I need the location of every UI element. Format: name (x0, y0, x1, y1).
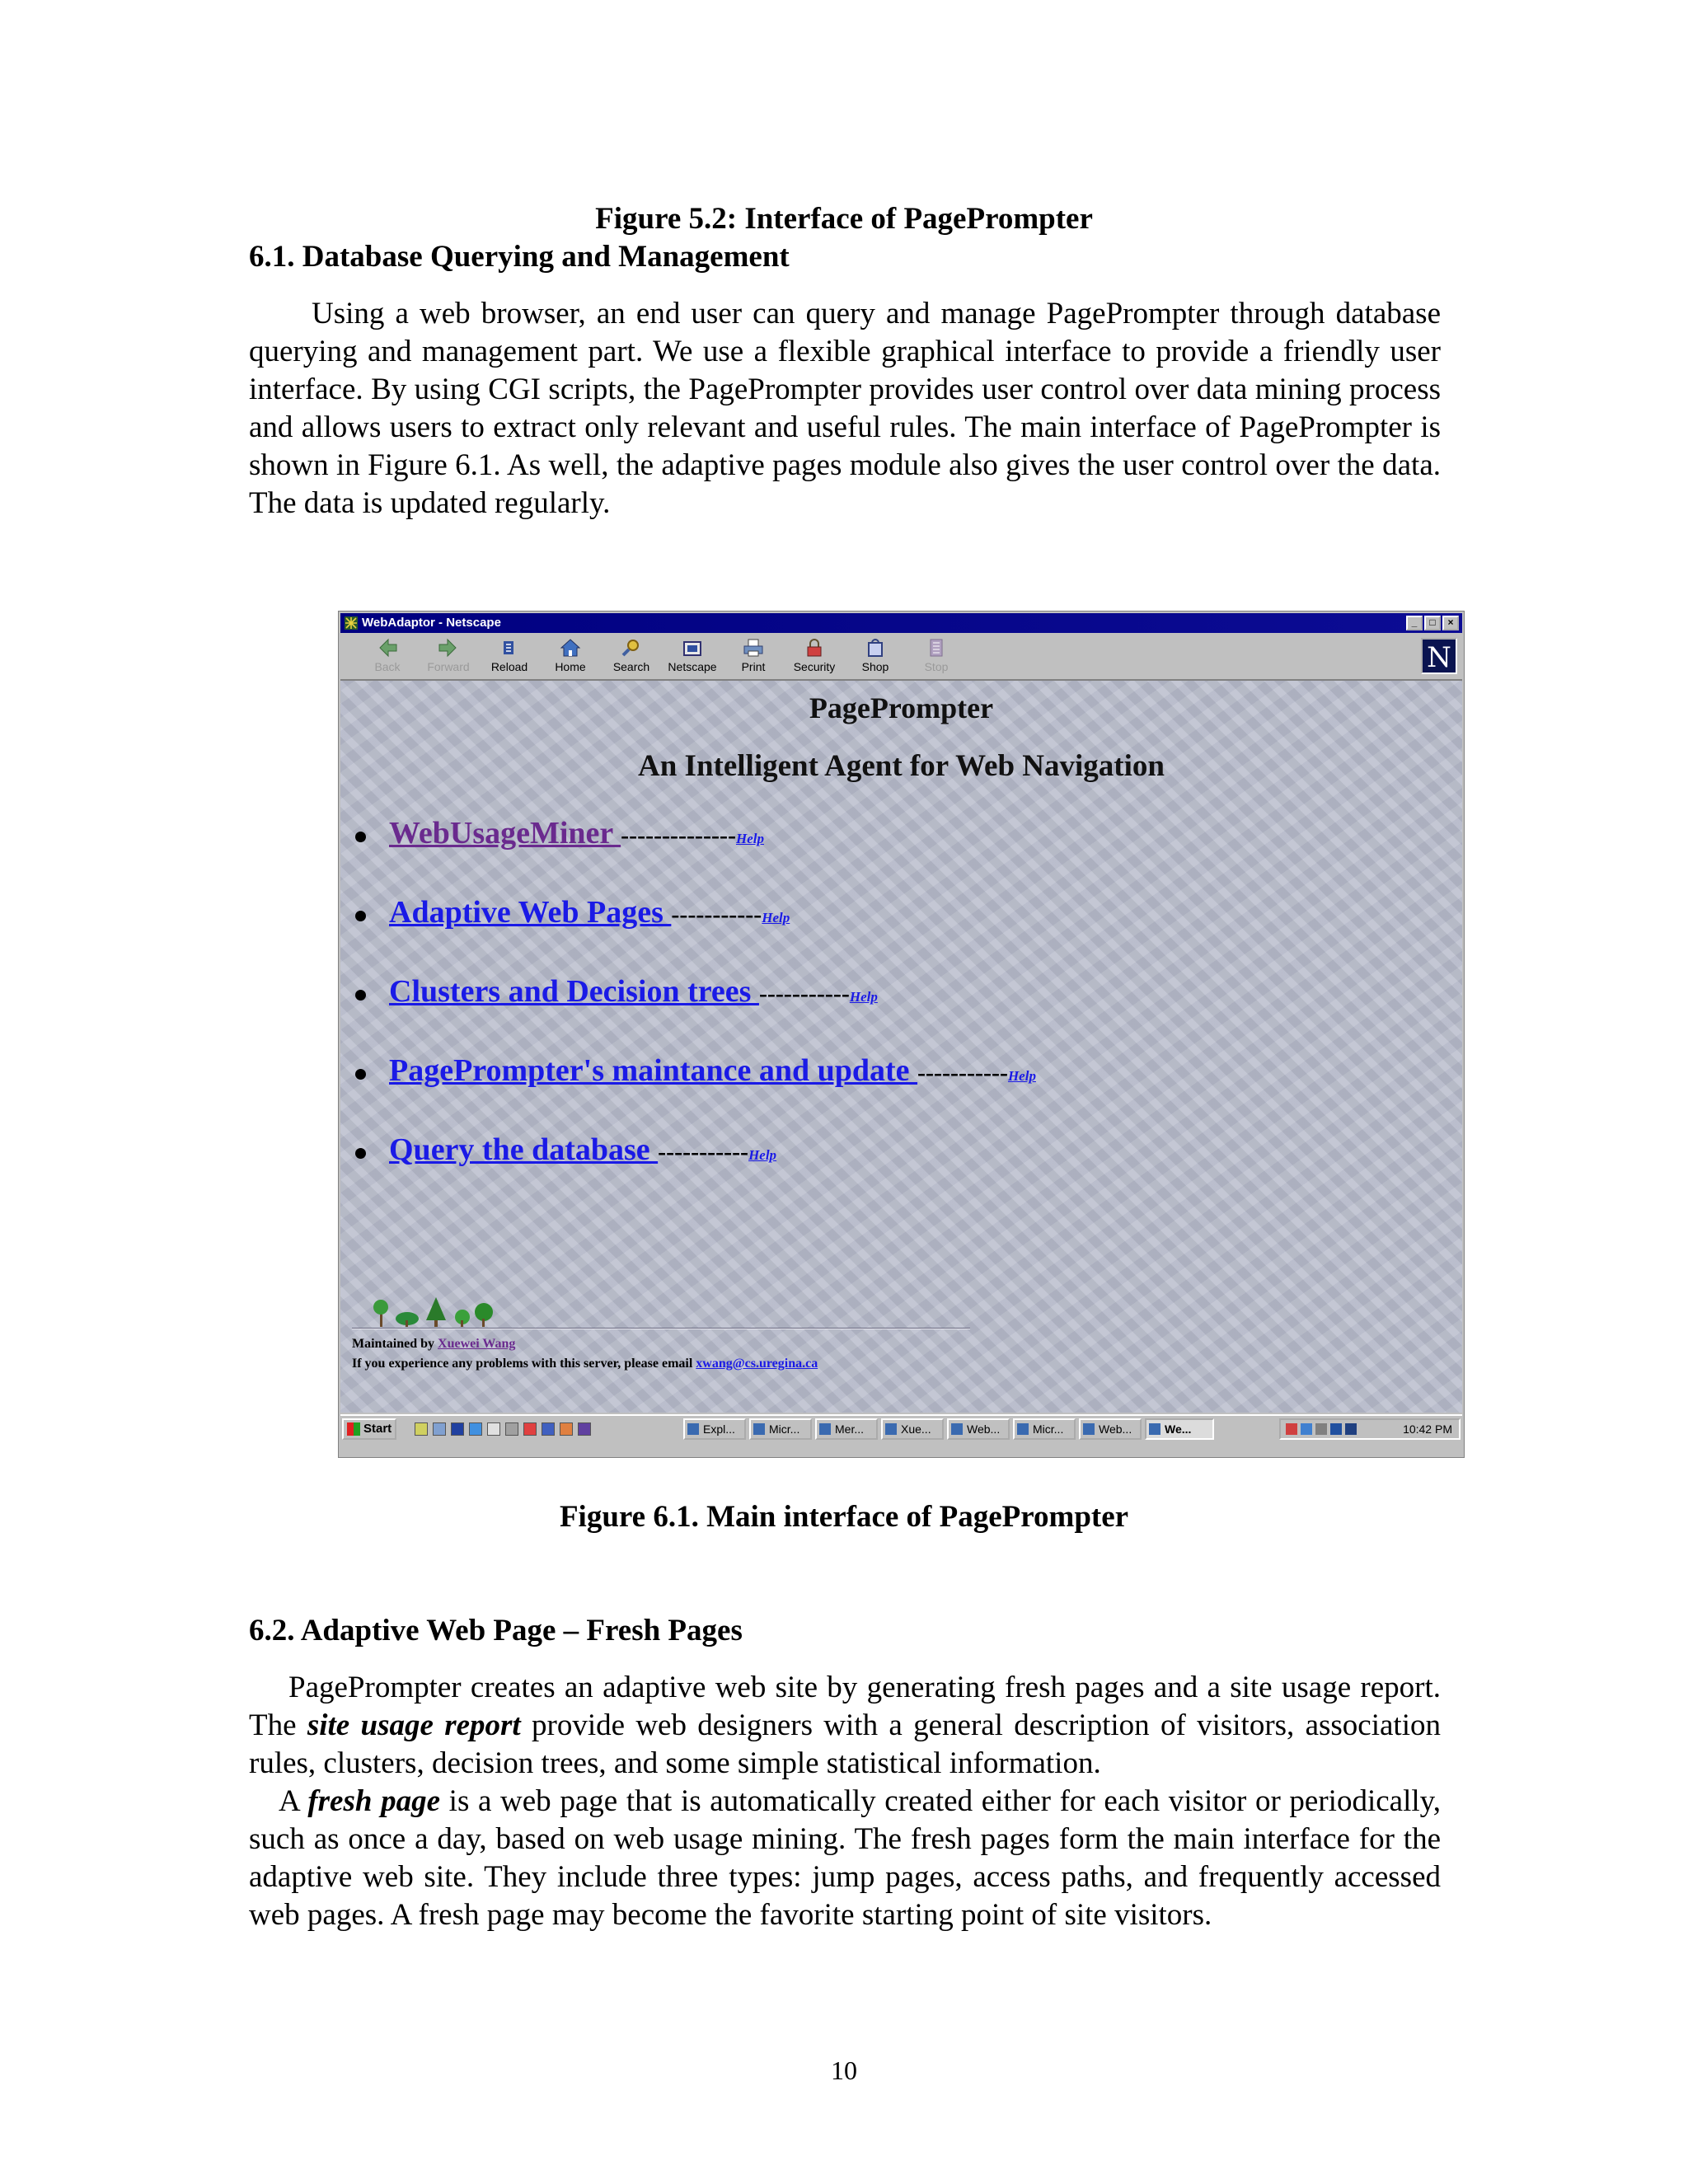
quicklaunch-icon[interactable] (560, 1422, 573, 1436)
figure-5-2-caption: Figure 5.2: Interface of PagePrompter (595, 202, 1093, 236)
help-link[interactable]: Help (762, 910, 790, 926)
tray-icon[interactable] (1330, 1423, 1342, 1435)
quicklaunch-icon[interactable] (542, 1422, 555, 1436)
start-button[interactable]: Start (342, 1418, 396, 1440)
browser-screenshot (338, 611, 1465, 1458)
maximize-button[interactable]: □ (1424, 616, 1441, 630)
app-icon (753, 1423, 765, 1435)
maintained-prefix: Maintained by (352, 1337, 438, 1351)
tray-icon[interactable] (1286, 1423, 1297, 1435)
page-number: 10 (831, 2055, 857, 2085)
quicklaunch-icon[interactable] (415, 1422, 428, 1436)
taskbar-task-word[interactable]: Micr... (749, 1418, 812, 1440)
taskbar-task-mer[interactable]: Mer... (815, 1418, 878, 1440)
list-item (355, 973, 878, 1015)
quicklaunch-icon[interactable] (523, 1422, 537, 1436)
app-icon (1083, 1423, 1095, 1435)
section-6-2-heading: 6.2. Adaptive Web Page – Fresh Pages (249, 1614, 743, 1647)
taskbar-task-web-active[interactable]: We... (1145, 1418, 1214, 1440)
link-dashes: ----------- (658, 1138, 749, 1165)
list-item (355, 815, 764, 856)
search-button[interactable]: Search (603, 636, 660, 677)
quicklaunch-icon[interactable] (505, 1422, 518, 1436)
bullet-dot (355, 990, 366, 1001)
app-icon (1017, 1423, 1029, 1435)
windows-taskbar (340, 1414, 1462, 1442)
home-button[interactable]: Home (542, 636, 599, 677)
webusageminer-link[interactable]: WebUsageMiner (389, 816, 621, 851)
system-tray (1279, 1418, 1461, 1440)
reload-icon (499, 638, 520, 658)
page-heading: PagePrompter (809, 691, 994, 724)
close-button[interactable]: × (1442, 616, 1459, 630)
stop-icon (926, 638, 947, 658)
clusters-decision-trees-link[interactable]: Clusters and Decision trees (389, 974, 759, 1009)
navigation-toolbar (340, 635, 1462, 681)
netscape-window-icon (344, 616, 359, 630)
netscape-logo: N (1421, 638, 1457, 674)
footer-divider (352, 1328, 970, 1329)
site-usage-report-emphasis: site usage report (307, 1708, 521, 1742)
quicklaunch-icon[interactable] (578, 1422, 591, 1436)
help-link[interactable]: Help (735, 831, 764, 846)
forward-arrow-icon (438, 638, 459, 658)
section-6-1-text: Using a web browser, an end user can query and manage PagePrompter through database querying and management part. We use a flexible graphical interface to provide a friendly user interface. By using CGI scripts, the PagePrompter provides user control over data mining process and allows users to extract only relevant and useful rules. The main interface of PagePrompter is shown in Figure 6.1. As well, the adaptive pages module also gives the user control over the data. The data is updated regularly. (249, 297, 1441, 520)
section-6-2-body (249, 1669, 1441, 1934)
web-page-content (340, 681, 1462, 1413)
link-dashes: ----------- (671, 901, 762, 928)
section-6-2-paragraph-2: A fresh page is a web page that is automatically created either for each visitor or periodically, such as once a day, based on web usage mining. The fresh pages form the main interface for the adaptive web site. They include three types: jump pages, access paths, and frequently accessed web pages. A fresh page may become the favorite starting point of site visitors. (249, 1784, 1441, 1932)
taskbar-task-web[interactable]: Web... (947, 1418, 1010, 1440)
window-titlebar (340, 613, 1462, 633)
list-item (355, 1052, 1036, 1094)
taskbar-task-word-2[interactable]: Micr... (1013, 1418, 1076, 1440)
stop-button[interactable]: Stop (907, 636, 965, 677)
minimize-button[interactable]: _ (1406, 616, 1423, 630)
forward-button[interactable]: Forward (420, 636, 477, 677)
query-database-link[interactable]: Query the database (389, 1132, 659, 1167)
netscape-icon (682, 638, 703, 658)
taskbar-task-web-2[interactable]: Web... (1079, 1418, 1142, 1440)
page-subheading: An Intelligent Agent for Web Navigation (638, 749, 1165, 783)
list-item (355, 1132, 776, 1173)
maintenance-update-link[interactable]: PagePrompter's maintance and update (389, 1053, 918, 1088)
shop-icon (865, 638, 886, 658)
clock: 10:42 PM (1403, 1422, 1452, 1436)
reload-button[interactable]: Reload (481, 636, 538, 677)
bullet-dot (355, 1148, 366, 1159)
speaker-icon[interactable] (1315, 1423, 1327, 1435)
problems-line (352, 1357, 818, 1371)
maintainer-line (352, 1337, 515, 1352)
problems-text: If you experience any problems with this server, please email (352, 1357, 696, 1371)
fresh-page-emphasis: fresh page (307, 1784, 441, 1818)
help-link[interactable]: Help (1007, 1068, 1036, 1084)
bullet-dot (355, 1069, 366, 1080)
app-icon (819, 1423, 831, 1435)
bullet-dot (355, 911, 366, 921)
print-button[interactable]: Print (724, 636, 782, 677)
taskbar-task-explorer[interactable]: Expl... (683, 1418, 746, 1440)
maintainer-link[interactable]: Xuewei Wang (438, 1337, 516, 1351)
link-dashes: ----------- (758, 980, 850, 1007)
email-link[interactable]: xwang@cs.uregina.ca (696, 1357, 818, 1371)
quicklaunch-icon[interactable] (433, 1422, 446, 1436)
security-button[interactable]: Security (785, 636, 843, 677)
adaptive-web-pages-link[interactable]: Adaptive Web Pages (389, 895, 672, 930)
shop-button[interactable]: Shop (846, 636, 904, 677)
windows-logo-icon (347, 1422, 360, 1436)
app-icon (687, 1423, 699, 1435)
window-title: WebAdaptor - Netscape (362, 616, 501, 630)
link-dashes: ----------- (917, 1059, 1008, 1086)
help-link[interactable]: Help (748, 1147, 777, 1163)
quicklaunch-icon[interactable] (469, 1422, 482, 1436)
section-6-1-heading: 6.1. Database Querying and Management (249, 240, 790, 274)
app-icon (951, 1423, 963, 1435)
print-icon (743, 638, 764, 658)
back-button[interactable]: Back (359, 636, 416, 677)
figure-6-1-caption: Figure 6.1. Main interface of PagePrompter (559, 1500, 1129, 1534)
section-6-1-paragraph (249, 295, 1441, 523)
list-item (355, 894, 790, 935)
taskbar-task-xue[interactable]: Xue... (881, 1418, 944, 1440)
home-icon (560, 638, 581, 658)
bullet-dot (355, 832, 366, 842)
search-icon (621, 638, 642, 658)
app-icon (885, 1423, 897, 1435)
app-icon (1149, 1423, 1160, 1435)
quicklaunch-icon[interactable] (487, 1422, 500, 1436)
lock-icon (804, 638, 825, 658)
link-dashes: -------------- (621, 822, 736, 849)
language-icon[interactable] (1345, 1423, 1357, 1435)
help-link[interactable]: Help (849, 989, 878, 1005)
tray-icon[interactable] (1301, 1423, 1312, 1435)
section-6-2-paragraph-1: PagePrompter creates an adaptive web site by generating fresh pages and a site usage report. The site usage report provide web designers with a general description of visitors, association rules, clusters, decision trees, and some simple statistical information. (249, 1671, 1441, 1780)
back-arrow-icon (377, 638, 398, 658)
quicklaunch-icon[interactable] (451, 1422, 464, 1436)
trees-decoration-icon (370, 1296, 510, 1329)
netscape-button[interactable]: Netscape (663, 636, 721, 677)
